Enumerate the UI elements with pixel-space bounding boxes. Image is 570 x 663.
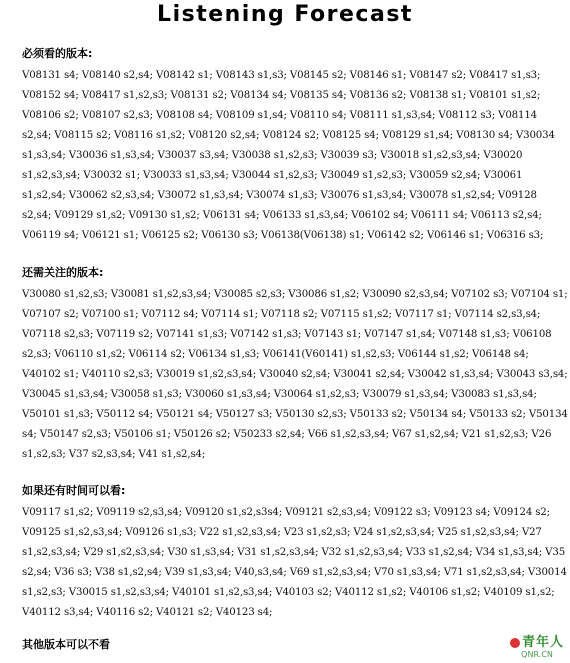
section-heading: 必须看的版本: xyxy=(22,47,93,60)
version-list: V09117 s1,s2; V09119 s2,s3,s4; V09120 s1,s2,s3s4; V09121 s2,s3,s4; V09122 s3; V09123 s4; V09124 s2; V09125 s1,s2,s3,s4; V09126 s1,s3; V22 s1,s2,s3,s4; V23 s1,s2,s3; V24 s1,s2,s3,s4; V25 s1,s2,s3,s4; V27 s1,s2,s3,s4; V29 s1,s2,s3,s4; V30 s1,s3,s4; V31 s1,s2,s3,s4; V32 s1,s2,s3,s4; V33 s1,s2,s4; V34 s1,s3,s4; V35 s2,s4; V36 s3; V38 s1,s2,s4; V39 s1,s3,s4; V40,s3,s4; V69 s1,s2,s3,s4; V70 s1,s3,s4; V71 s1,s2,s3,s4; V30014 s1,s2,s3; V30015 s1,s2,s3,s4; V40101 s1,s2,s3,s4; V40103 s2; V40112 s1,s2; V40106 s1,s2; V40109 s1,s2; V40112 s3,s4; V40116 s2; V40121 s2; V40123 s4; xyxy=(22,507,567,618)
section-heading: 如果还有时间可以看: xyxy=(22,484,126,497)
section-if-time xyxy=(22,483,568,623)
page-title: Listening Forecast xyxy=(157,2,413,27)
section-heading: 还需关注的版本: xyxy=(22,266,104,279)
section-also-watch xyxy=(22,265,568,465)
watermark-brand: 青年人 xyxy=(510,631,564,650)
section-heading: 其他版本可以不看 xyxy=(22,638,110,651)
version-list: V08131 s4; V08140 s2,s4; V08142 s1; V08143 s1,s3; V08145 s2; V08146 s1; V08147 s2; V08417 s1,s3; V08152 s4; V08417 s1,s2,s3; V08131 s2; V08134 s4; V08135 s4; V08136 s2; V08138 s1; V08101 s1,s2; V08106 s2; V08107 s2,s3; V08108 s4; V08109 s1,s4; V08110 s4; V08111 s1,s3,s4; V08112 s3; V08114 s2,s4; V08115 s2; V08116 s1,s2; V08120 s2,s4; V08124 s2; V08125 s4; V08129 s1,s4; V08130 s4; V30034 s1,s3,s4; V30036 s1,s3,s4; V30037 s3,s4; V30038 s1,s2,s3; V30039 s3; V30018 s1,s2,s3,s4; V30020 s1,s2,s3,s4; V30032 s1; V30033 s1,s3,s4; V30044 s1,s2,s3; V30049 s1,s2,s3; V30059 s2,s4; V30061 s1,s2,s4; V30062 s2,s3,s4; V30072 s1,s3,s4; V30074 s1,s3; V30076 s1,s3,s4; V30078 s1,s2,s4; V09128 s2,s4; V09129 s1,s2; V09130 s1,s2; V06131 s4; V06133 s1,s3,s4; V06102 s4; V06111 s4; V06113 s2,s4; V06119 s4; V06121 s1; V06125 s2; V06130 s3; V06138(V06138) s1; V06142 s2; V06146 s1; V06316 s3; xyxy=(22,70,555,241)
version-list: V30080 s1,s2,s3; V30081 s1,s2,s3,s4; V30085 s2,s3; V30086 s1,s2; V30090 s2,s3,s4; V07102 s3; V07104 s1; V07107 s2; V07100 s1; V07112 s4; V07114 s1; V07118 s2; V07115 s1,s2; V07117 s1; V07114 s2,s3,s4; V07118 s2,s3; V07119 s2; V07141 s1,s3; V07142 s1,s3; V07143 s1; V07147 s1,s4; V07148 s1,s3; V06108 s2,s3; V06110 s1,s2; V06114 s2; V06134 s1,s3; V06141(V60141) s1,s2,s3; V06144 s1,s2; V06148 s4; V40102 s1; V40110 s2,s3; V30019 s1,s2,s3,s4; V30040 s2,s4; V30041 s2,s4; V30042 s1,s3,s4; V30043 s3,s4; V30045 s1,s3,s4; V30058 s1,s3; V30060 s1,s3,s4; V30064 s1,s2,s3; V30079 s1,s3,s4; V30083 s1,s3,s4; V50101 s1,s3; V50112 s4; V50121 s4; V50127 s3; V50130 s2,s3; V50133 s2; V50134 s4; V50133 s2; V50134 s4; V50147 s2,s3; V50106 s1; V50126 s2; V50233 s2,s4; V66 s1,s2,s3,s4; V67 s1,s2,s4; V21 s1,s2,s3; V26 s1,s2,s3; V37 s2,s3,s4; V41 s1,s2,s4; xyxy=(22,289,568,460)
section-others xyxy=(22,637,568,657)
watermark-url: QNR.CN xyxy=(521,650,553,659)
logo-icon xyxy=(510,638,520,648)
section-must-watch xyxy=(22,46,568,246)
site-watermark xyxy=(510,631,564,659)
